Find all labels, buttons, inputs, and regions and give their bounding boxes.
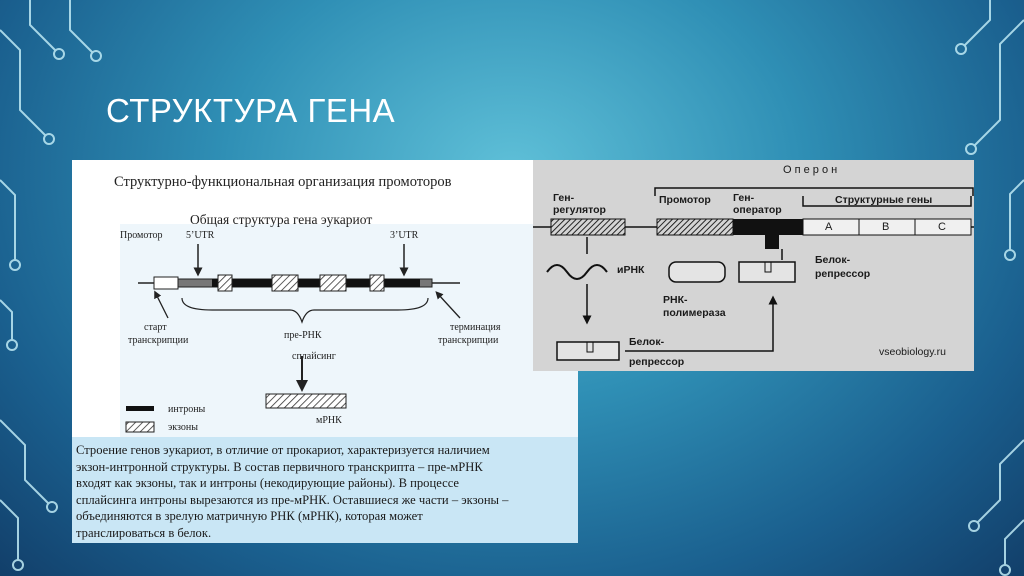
mrna-label: иРНК xyxy=(617,264,645,276)
label-start-2: транскрипции xyxy=(128,335,189,346)
description-line: транслироваться в белок. xyxy=(76,525,212,540)
promoter-label: Промотор xyxy=(659,194,711,206)
label-pre-rna: пре-РНК xyxy=(284,330,322,341)
operon-figure xyxy=(533,160,974,371)
structural-genes-label: Структурные гены xyxy=(835,194,933,206)
gene-c-label: C xyxy=(938,221,946,233)
label-mrna: мРНК xyxy=(316,415,342,426)
gene-structure-drawing xyxy=(72,160,578,437)
slide-title: СТРУКТУРА ГЕНА xyxy=(106,92,396,129)
figure-heading: Структурно-функциональная организация промоторов xyxy=(114,174,452,190)
rna-polymerase-label: РНК- xyxy=(663,294,688,306)
label-3utr: 3’UTR xyxy=(390,230,419,241)
legend-introns-label: интроны xyxy=(168,404,206,415)
label-start: старт xyxy=(144,322,167,333)
eukaryote-gene-figure xyxy=(72,160,578,543)
description-line: входят как экзоны, так и интроны (некодирующие районы). В процессе xyxy=(76,476,460,491)
gene-description xyxy=(76,442,576,542)
description-line: сплайсинга интроны вырезаются из пре-мРНК. Оставшиеся же части – экзоны – xyxy=(76,492,509,507)
label-termination-2: транскрипции xyxy=(438,335,499,346)
gene-b-label: B xyxy=(882,221,890,233)
label-5utr: 5’UTR xyxy=(186,230,215,241)
repressor-bottom-label-2: репрессор xyxy=(629,356,685,368)
gene-operator-label: Ген- xyxy=(733,192,755,204)
gene-a-label: A xyxy=(825,221,833,233)
repressor-protein-label: Белок- xyxy=(815,254,851,266)
gene-operator-label-2: оператор xyxy=(733,204,782,216)
label-termination: терминация xyxy=(450,322,501,333)
gene-regulator-label: Ген- xyxy=(553,192,575,204)
description-line: Строение генов эукариот, в отличие от прокариот, характеризуется наличием xyxy=(76,443,490,457)
operon-label: О п е р о н xyxy=(783,164,838,176)
description-line: объединяются в зрелую матричную РНК (мРНК), которая может xyxy=(76,509,423,524)
source-label: vseobiology.ru xyxy=(879,346,946,358)
label-splicing: сплайсинг xyxy=(292,351,336,362)
description-line: экзон-интронной структуры. В состав первичного транскрипта – пре-мРНК xyxy=(76,459,483,474)
figure-subheading: Общая структура гена эукариот xyxy=(190,212,373,227)
legend-exons-label: экзоны xyxy=(168,422,198,433)
repressor-protein-label-2: репрессор xyxy=(815,268,871,280)
label-promoter: Промотор xyxy=(120,230,163,241)
repressor-bottom-label: Белок- xyxy=(629,336,665,348)
rna-polymerase-label-2: полимераза xyxy=(663,307,726,319)
gene-regulator-label-2: регулятор xyxy=(553,204,606,216)
